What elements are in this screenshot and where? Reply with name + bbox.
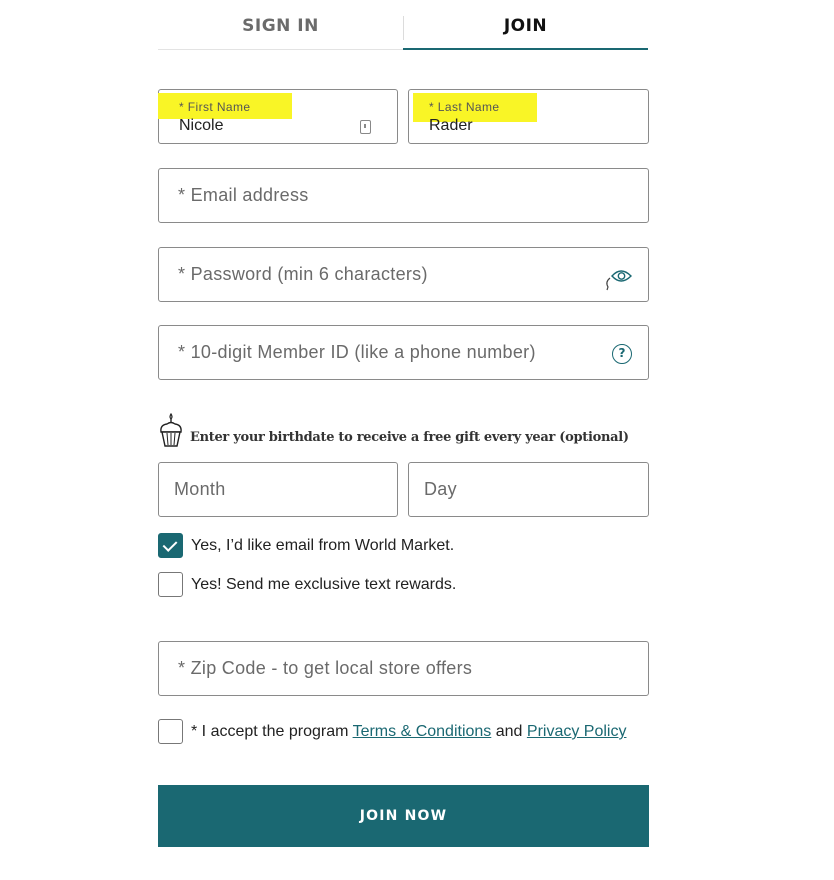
birthday-prompt-text: Enter your birthdate to receive a free gift every year (optional)	[190, 430, 629, 445]
member-id-input[interactable]	[159, 326, 648, 379]
password-input[interactable]	[159, 248, 648, 301]
last-name-label: * Last Name	[429, 100, 500, 114]
first-name-field[interactable]	[158, 89, 398, 144]
text-optin-label: Yes! Send me exclusive text rewards.	[191, 576, 457, 593]
join-now-button[interactable]: JOIN NOW	[158, 785, 649, 847]
last-name-field[interactable]	[408, 89, 649, 144]
tab-sign-in[interactable]: SIGN IN	[158, 0, 403, 50]
day-input[interactable]	[409, 463, 648, 516]
help-question-icon[interactable]: ?	[612, 344, 632, 364]
terms-label	[191, 723, 626, 741]
terms-conditions-link[interactable]: Terms & Conditions	[352, 723, 492, 740]
text-optin-row	[158, 572, 578, 598]
show-password-eye-icon[interactable]	[604, 266, 634, 292]
birthday-prompt	[158, 413, 658, 449]
last-name-value[interactable]: Rader	[429, 117, 473, 134]
email-optin-label: Yes, I’d like email from World Market.	[191, 537, 455, 554]
auth-tabs	[158, 0, 649, 50]
terms-row	[158, 719, 649, 745]
tab-join[interactable]: JOIN	[403, 0, 648, 50]
terms-and-text: and	[491, 723, 527, 740]
privacy-policy-link[interactable]: Privacy Policy	[526, 723, 627, 740]
month-field	[158, 462, 398, 517]
first-name-value[interactable]: Nicole	[179, 117, 224, 134]
day-field	[408, 462, 649, 517]
email-optin-row	[158, 533, 578, 559]
email-field	[158, 168, 649, 223]
text-optin-checkbox[interactable]	[158, 572, 183, 597]
member-id-field	[158, 325, 649, 380]
email-optin-checkbox[interactable]	[158, 533, 183, 558]
month-input[interactable]	[159, 463, 397, 516]
first-name-label: * First Name	[179, 100, 251, 114]
email-input[interactable]	[159, 169, 648, 222]
zip-input[interactable]	[159, 642, 648, 695]
password-field	[158, 247, 649, 302]
cupcake-icon	[158, 413, 184, 447]
contact-card-icon[interactable]	[360, 120, 371, 134]
zip-field	[158, 641, 649, 696]
terms-checkbox[interactable]	[158, 719, 183, 744]
terms-prefix: * I accept the program	[191, 723, 353, 740]
